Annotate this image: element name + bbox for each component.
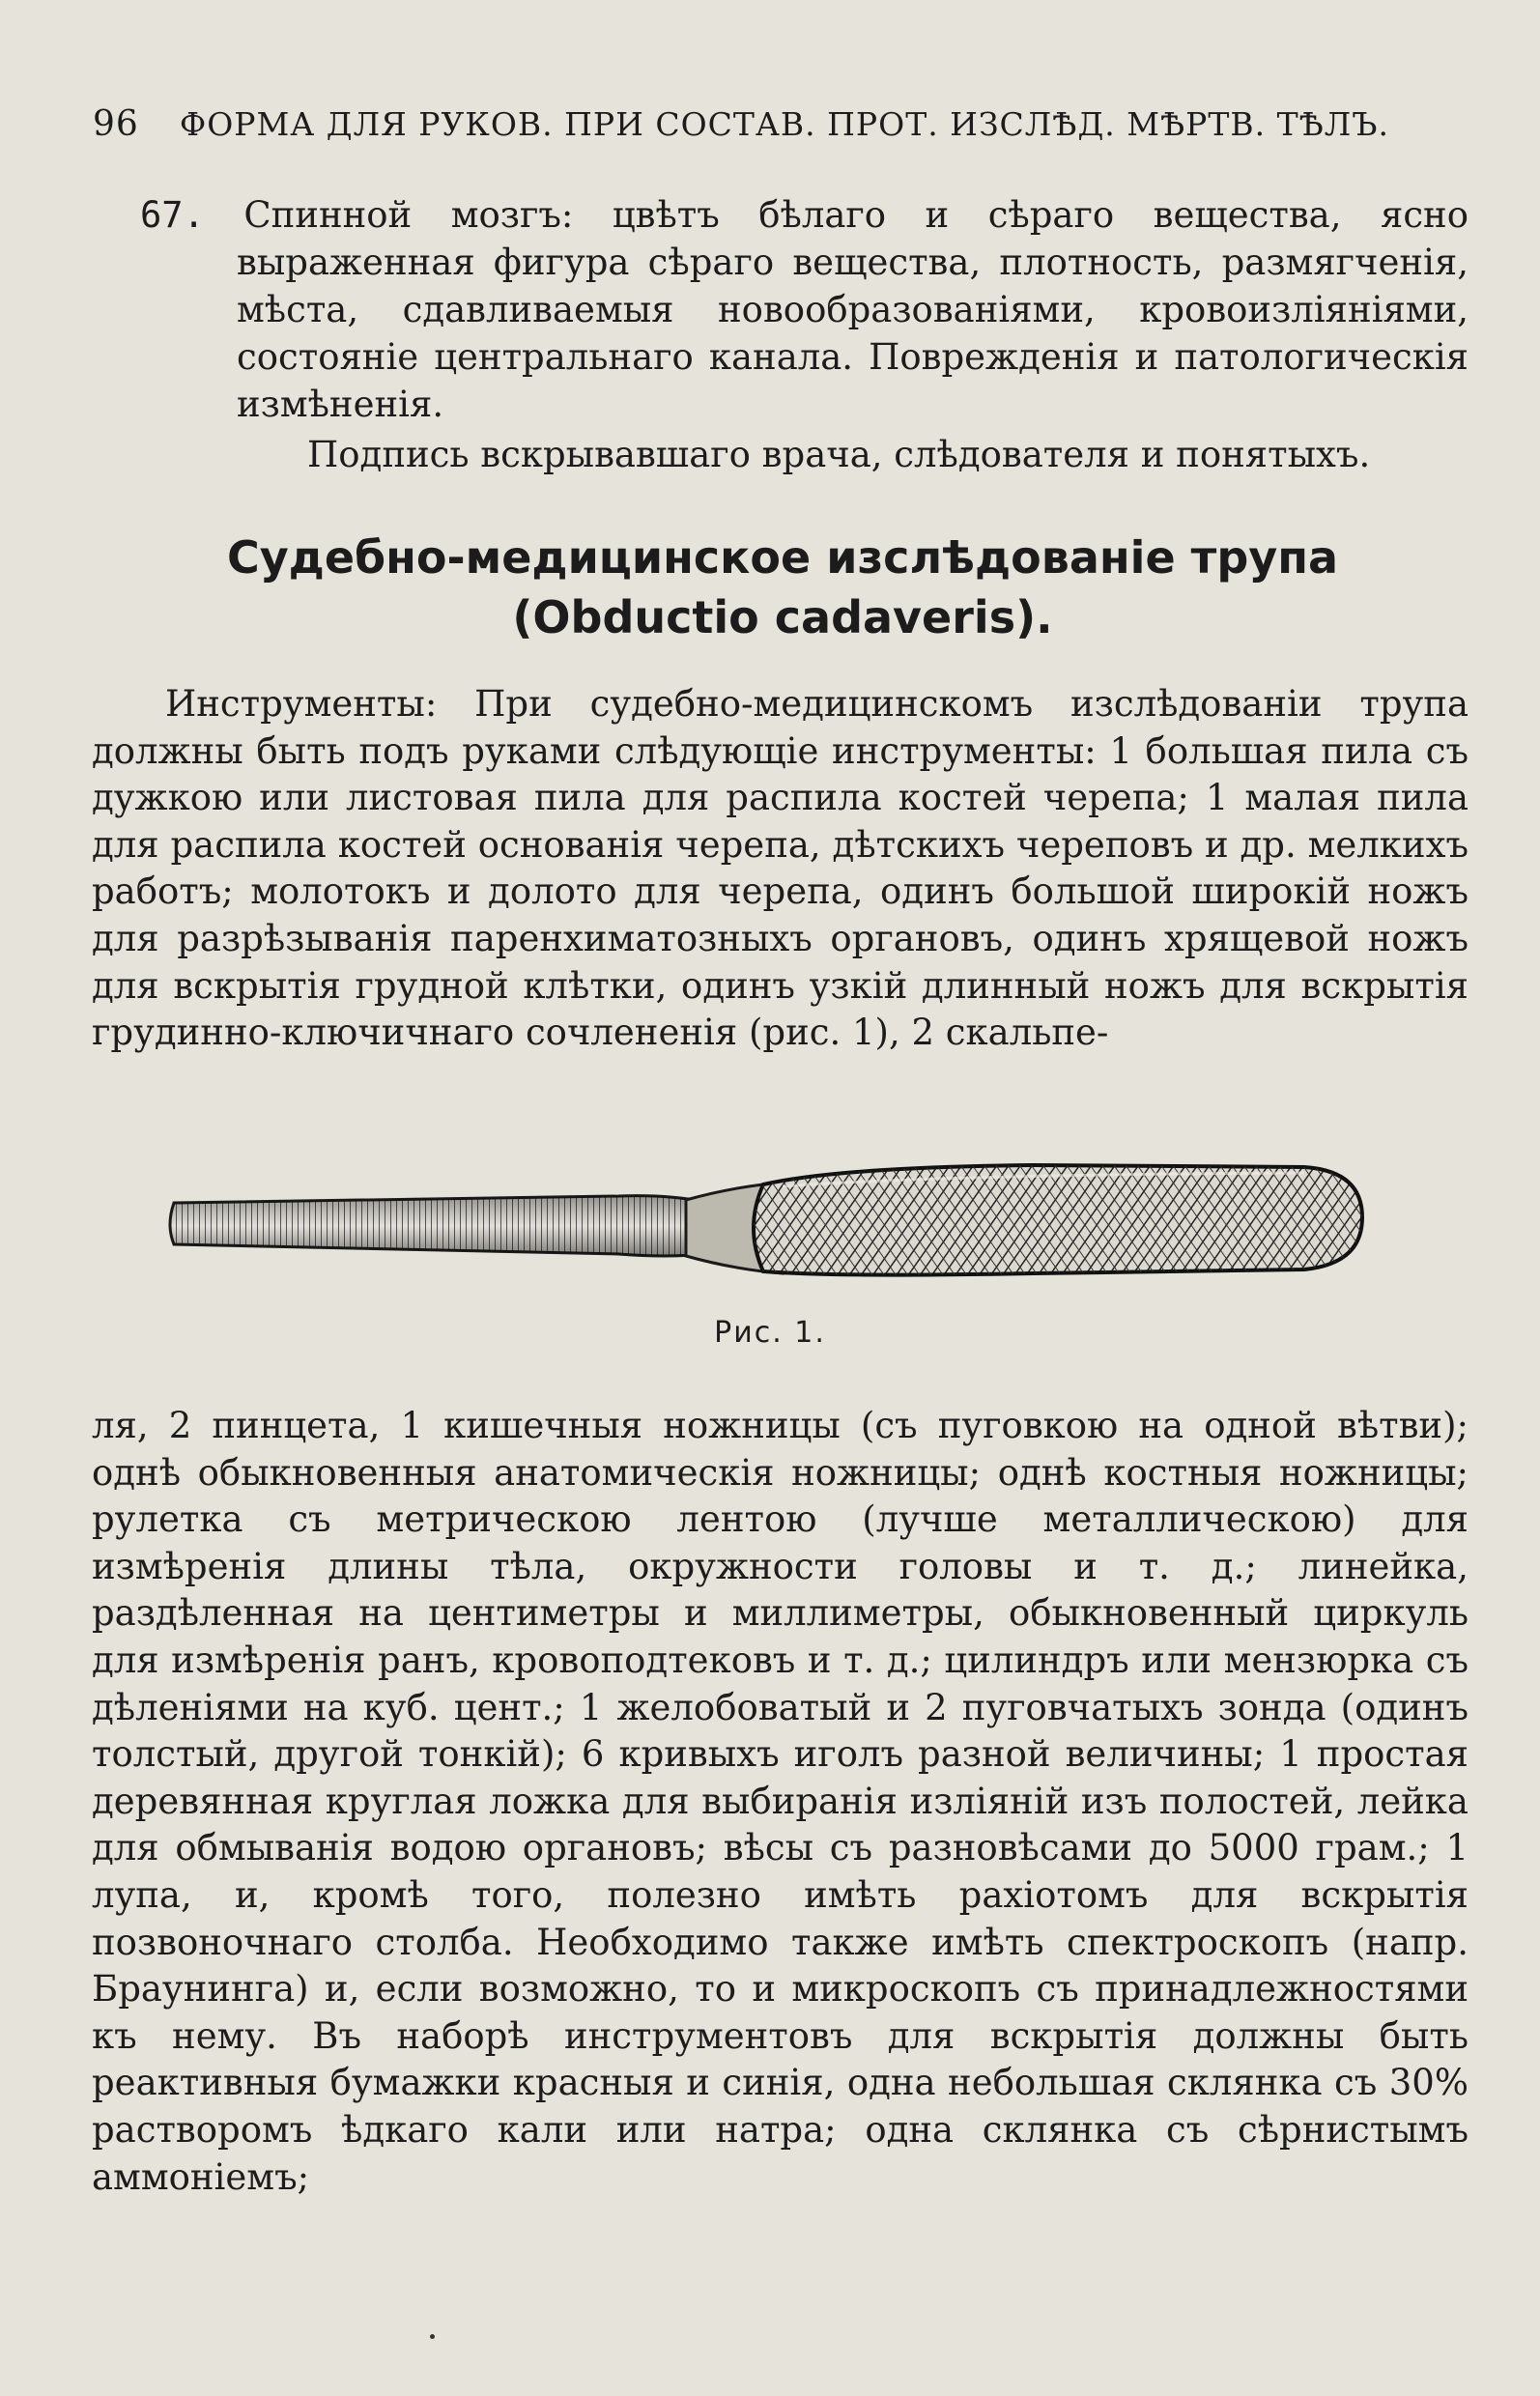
running-header: [93, 104, 1465, 144]
list-item-67: [140, 191, 1469, 428]
running-title: ФОРМА ДЛЯ РУКОВ. ПРИ СОСТАВ. ПРОТ. ИЗСЛѢД. МѢРТВ. ТѢЛЪ.: [179, 105, 1390, 143]
paragraph-text: Инструменты: При судебно-медицинскомъ изслѣдованіи трупа должны быть подъ руками слѣдующіе инструменты: 1 большая пила съ дужкою или листовая пила для распила костей черепа; 1 малая пила для распила костей основанія черепа, дѣтскихъ череповъ и др. мелкихъ работъ; молотокъ и долото для черепа, одинъ большой широкій ножъ для разрѣзыванія паренхиматозныхъ органовъ, одинъ хрящевой ножъ для вскрытія грудной клѣтки, одинъ узкій длинный ножъ для вскрытія грудинно-ключичнаго сочлененія (рис. 1), 2 скальпе-: [92, 683, 1469, 1054]
figure-caption: Рис. 1.: [714, 1316, 826, 1350]
signature-line: Подпись вскрывавшаго врача, слѣдователя и понятыхъ.: [307, 434, 1371, 475]
page-number: 96: [93, 104, 139, 144]
paragraph-text: ля, 2 пинцета, 1 кишечныя ножницы (съ пуговкою на одной вѣтви); однѣ обыкновенныя анатомическія ножницы; однѣ костныя ножницы; рулетка съ метрическою лентою (лучше металлическою) для измѣренія длины тѣла, окружности головы и т. д.; линейка, раздѣленная на центиметры и миллиметры, обыкновенный циркуль для измѣренія ранъ, кровоподтековъ и т. д.; цилиндръ или мензюрка съ дѣленіями на куб. цент.; 1 желобоватый и 2 пуговчатыхъ зонда (одинъ толстый, другой тонкій); 6 кривыхъ иголъ разной величины; 1 простая деревянная круглая ложка для выбиранія изліяній изъ полостей, лейка для обмыванія водою органовъ; вѣсы съ разновѣсами до 5000 грам.; 1 лупа, и, кромѣ того, полезно имѣть рахіотомъ для вскрытія позвоночнаго столба. Необходимо также имѣть спектроскопъ (напр. Браунинга) и, если возможно, то и микроскопъ съ принадлежностями къ нему. Въ наборѣ инструментовъ для вскрытія должны быть реактивныя бумажки красныя и синія, одна небольшая склянка съ 30% растворомъ ѣдкаго кали или натра; одна склянка съ сѣрнистымъ аммоніемъ;: [92, 1405, 1469, 2198]
paragraph-instruments-continued: [92, 1403, 1469, 2201]
item-number: 67.: [140, 194, 205, 236]
print-speck: [430, 2334, 435, 2339]
rib-knife-illustration: [164, 1157, 1372, 1302]
item-text: Спинной мозгъ: цвѣтъ бѣлаго и сѣраго вещества, ясно выраженная фигура сѣраго вещества, плотность, размягченія, мѣста, сдавливаемыя новообразованіями, кровоизліяніями, состояніе центральнаго канала. Поврежденія и патологическія измѣненія.: [237, 194, 1469, 425]
paragraph-instruments: [92, 681, 1469, 1057]
section-title: Судебно-медицинское изслѣдованіе трупа (Obductio cadaveris).: [226, 531, 1339, 643]
